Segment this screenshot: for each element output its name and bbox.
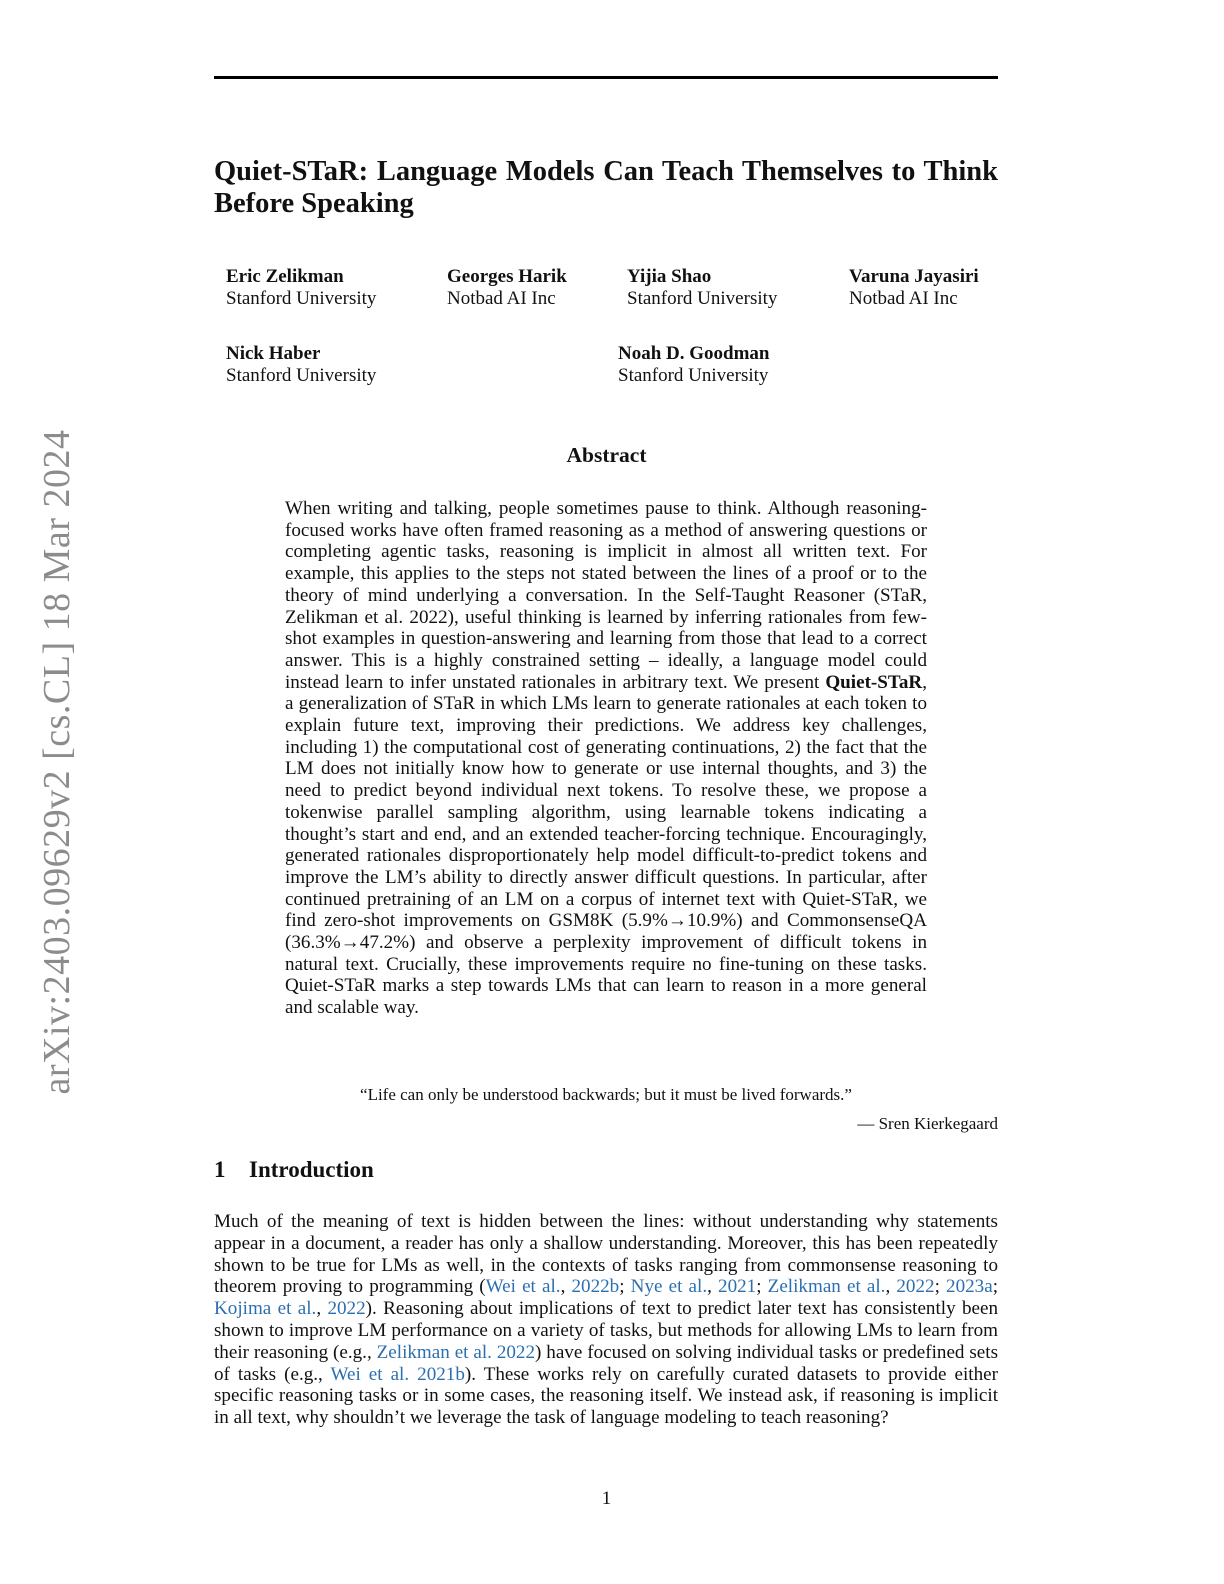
abstract-text (285, 498, 927, 1019)
intro-text: ; (756, 1276, 768, 1298)
intro-text: , (707, 1276, 719, 1298)
epigraph-quote: “Life can only be understood backwards; but it must be lived forwards.” (360, 1085, 852, 1104)
abstract-heading: Abstract (566, 443, 647, 467)
author-block (849, 266, 979, 310)
arxiv-identifier-stamp[interactable]: arXiv:2403.09629v2 [cs.CL] 18 Mar 2024 (36, 429, 78, 1095)
author-block (226, 343, 376, 387)
abstract-method-name: Quiet-STaR (825, 671, 923, 693)
author-name: Varuna Jayasiri (849, 266, 979, 287)
top-rule (214, 76, 998, 79)
citation-link[interactable]: 2023a (946, 1276, 993, 1298)
citation-link[interactable]: Wei et al. (485, 1276, 561, 1298)
citation-link[interactable]: 2021 (718, 1276, 757, 1298)
intro-text: ; (934, 1276, 947, 1298)
intro-text: ; (992, 1276, 998, 1298)
author-block (627, 266, 777, 310)
citation-link[interactable]: 2022 (896, 1276, 935, 1298)
citation-link[interactable]: 2022 (327, 1298, 366, 1320)
author-block (447, 266, 567, 310)
author-affiliation: Stanford University (627, 288, 778, 309)
author-name: Noah D. Goodman (618, 343, 770, 364)
intro-text: ). These works rely on carefully curated datasets to provide either specific reasoning tasks or in some cases, the reasoning itself. We instead ask, if reasoning is implicit in all text, why shouldn’t we leverage the task of language modeling to teach reasoning? (214, 1363, 998, 1429)
author-name: Eric Zelikman (226, 266, 344, 287)
intro-text: , (885, 1276, 897, 1298)
author-name: Yijia Shao (627, 266, 712, 287)
citation-link[interactable]: Kojima et al. (214, 1298, 317, 1320)
section-heading (214, 1157, 374, 1183)
author-affiliation: Notbad AI Inc (849, 288, 958, 309)
author-block (226, 266, 376, 310)
intro-text: ) have focused on solving individual tasks or predefined sets of tasks (e.g., (214, 1341, 998, 1385)
author-name: Georges Harik (447, 266, 567, 287)
introduction-paragraph (214, 1211, 998, 1429)
section-number: 1 (214, 1157, 226, 1182)
citation-link[interactable]: Zelikman et al. 2022 (376, 1341, 536, 1363)
citation-link[interactable]: 2022b (571, 1276, 620, 1298)
citation-link[interactable]: Zelikman et al. (767, 1276, 886, 1298)
author-affiliation: Stanford University (226, 288, 377, 309)
intro-text: ; (619, 1276, 631, 1298)
author-name: Nick Haber (226, 343, 321, 364)
paper-title: Quiet-STaR: Language Models Can Teach Themselves to Think Before Speaking (214, 156, 998, 219)
abstract-text-part: When writing and talking, people sometimes pause to think. Although reasoning-focused works have often framed reasoning as a method of answering questions or completing agentic tasks, reasoning is implicit in almost all written text. For example, this applies to the steps not stated between the lines of a proof or to the theory of mind underlying a conversation. In the Self-Taught Reasoner (STaR, Zelikman et al. 2022), useful thinking is learned by inferring rationales from few-shot examples in question-answering and learning from those that lead to a correct answer. This is a highly constrained setting – ideally, a language model could instead learn to infer unstated rationales in arbitrary text. We present (285, 498, 927, 693)
citation-link[interactable]: Wei et al. 2021b (330, 1363, 465, 1385)
author-block (618, 343, 770, 387)
author-affiliation: Stanford University (226, 365, 377, 386)
intro-text: Much of the meaning of text is hidden between the lines: without understanding why statements appear in a document, a reader has only a shallow understanding. Moreover, this has been repeatedly shown to be true for LMs as well, in the contexts of tasks ranging from commonsense reasoning to theorem proving to programming ( (214, 1211, 998, 1298)
section-title: Introduction (249, 1157, 374, 1182)
page-number: 1 (601, 1488, 612, 1509)
author-affiliation: Notbad AI Inc (447, 288, 556, 309)
epigraph-attribution: — Sren Kierkegaard (857, 1114, 998, 1133)
intro-text: ). Reasoning about implications of text to predict later text has consistently been shown to improve LM performance on a variety of tasks, but methods for allowing LMs to learn from their reasoning (e.g., (214, 1298, 999, 1363)
citation-link[interactable]: Nye et al. (630, 1276, 708, 1298)
author-affiliation: Stanford University (618, 365, 769, 386)
abstract-text-part: , a generalization of STaR in which LMs learn to generate rationales at each token to explain future text, improving their predictions. We address key challenges, including 1) the computational cost of generating continuations, 2) the fact that the LM does not initially know how to generate or use internal thoughts, and 3) the need to predict beyond individual next tokens. To resolve these, we propose a tokenwise parallel sampling algorithm, using learnable tokens indicating a thought’s start and end, and an extended teacher-forcing technique. Encouragingly, generated rationales disproportionately help model difficult-to-predict tokens and improve the LM’s ability to directly answer difficult questions. In particular, after continued pretraining of an LM on a corpus of internet text with Quiet-STaR, we find zero-shot improvements on GSM8K (5.9%→10.9%) and CommonsenseQA (36.3%→47.2%) and observe a perplexity improvement of difficult tokens in natural text. Crucially, these improvements require no fine-tuning on these tasks. Quiet-STaR marks a step towards LMs that can learn to reason in a more general and scalable way. (285, 671, 927, 1019)
intro-text: , (316, 1298, 328, 1320)
intro-text: , (560, 1276, 572, 1298)
